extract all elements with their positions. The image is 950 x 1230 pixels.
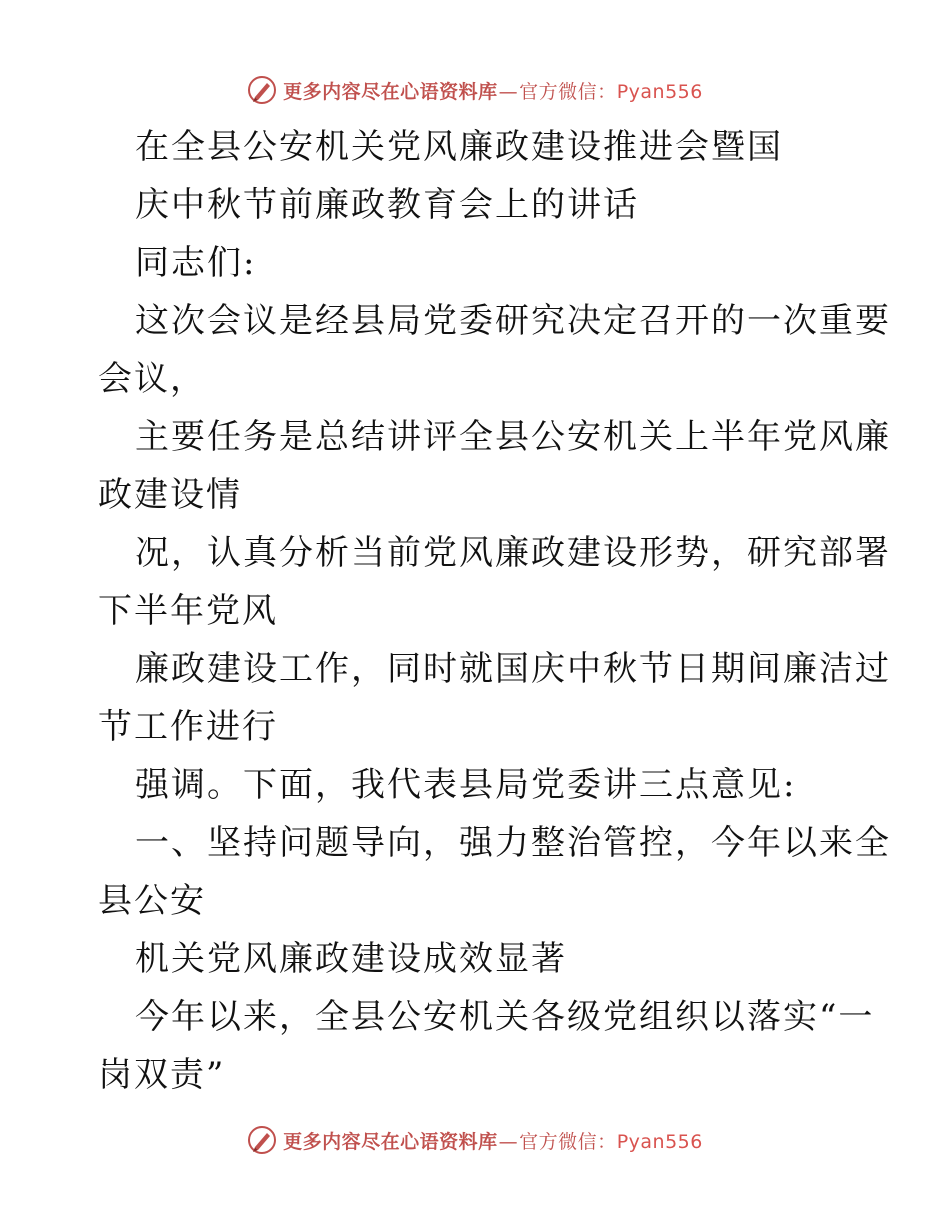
section-heading-line: 一、坚持问题导向，强力整治管控，今年以来全 (135, 823, 891, 863)
body-line: 况，认真分析当前党风廉政建设形势，研究部署 (135, 533, 891, 573)
body-line: 政建设情 (98, 475, 242, 515)
salutation: 同志们: (135, 243, 257, 283)
watermark-text (283, 1127, 703, 1154)
watermark-wechat-id: Pyan556 (616, 1130, 703, 1153)
watermark-wechat-label: 官方微信： (519, 80, 617, 103)
pen-logo-icon (247, 1125, 277, 1155)
watermark-dash: — (498, 1130, 519, 1153)
body-line: 这次会议是经县局党委研究决定召开的一次重要 (135, 301, 891, 341)
section-heading-line: 县公安 (98, 881, 206, 921)
body-line: 下半年党风 (98, 591, 278, 631)
watermark-dash: — (498, 80, 519, 103)
watermark-wechat-id: Pyan556 (616, 80, 703, 103)
body-line: 强调。下面，我代表县局党委讲三点意见: (135, 765, 797, 805)
body-line: 主要任务是总结讲评全县公安机关上半年党风廉 (135, 417, 891, 457)
body-line: 岗双责” (98, 1055, 226, 1095)
title-line-1: 在全县公安机关党风廉政建设推进会暨国 (135, 127, 783, 167)
watermark-text (283, 77, 703, 104)
watermark-wechat-label: 官方微信： (519, 1130, 617, 1153)
body-line: 会议， (98, 359, 206, 399)
body-line: 廉政建设工作，同时就国庆中秋节日期间廉洁过 (135, 649, 891, 689)
title-line-2: 庆中秋节前廉政教育会上的讲话 (135, 185, 639, 225)
watermark-library-text: 更多内容尽在心语资料库 (283, 1130, 498, 1153)
body-line: 节工作进行 (98, 707, 278, 747)
body-line: 今年以来，全县公安机关各级党组织以落实“一 (135, 997, 875, 1037)
document-body (98, 118, 891, 1104)
watermark-library-text: 更多内容尽在心语资料库 (283, 80, 498, 103)
footer-watermark (0, 1120, 950, 1160)
header-watermark (0, 70, 950, 110)
pen-logo-icon (247, 75, 277, 105)
section-heading-line: 机关党风廉政建设成效显著 (135, 939, 567, 979)
